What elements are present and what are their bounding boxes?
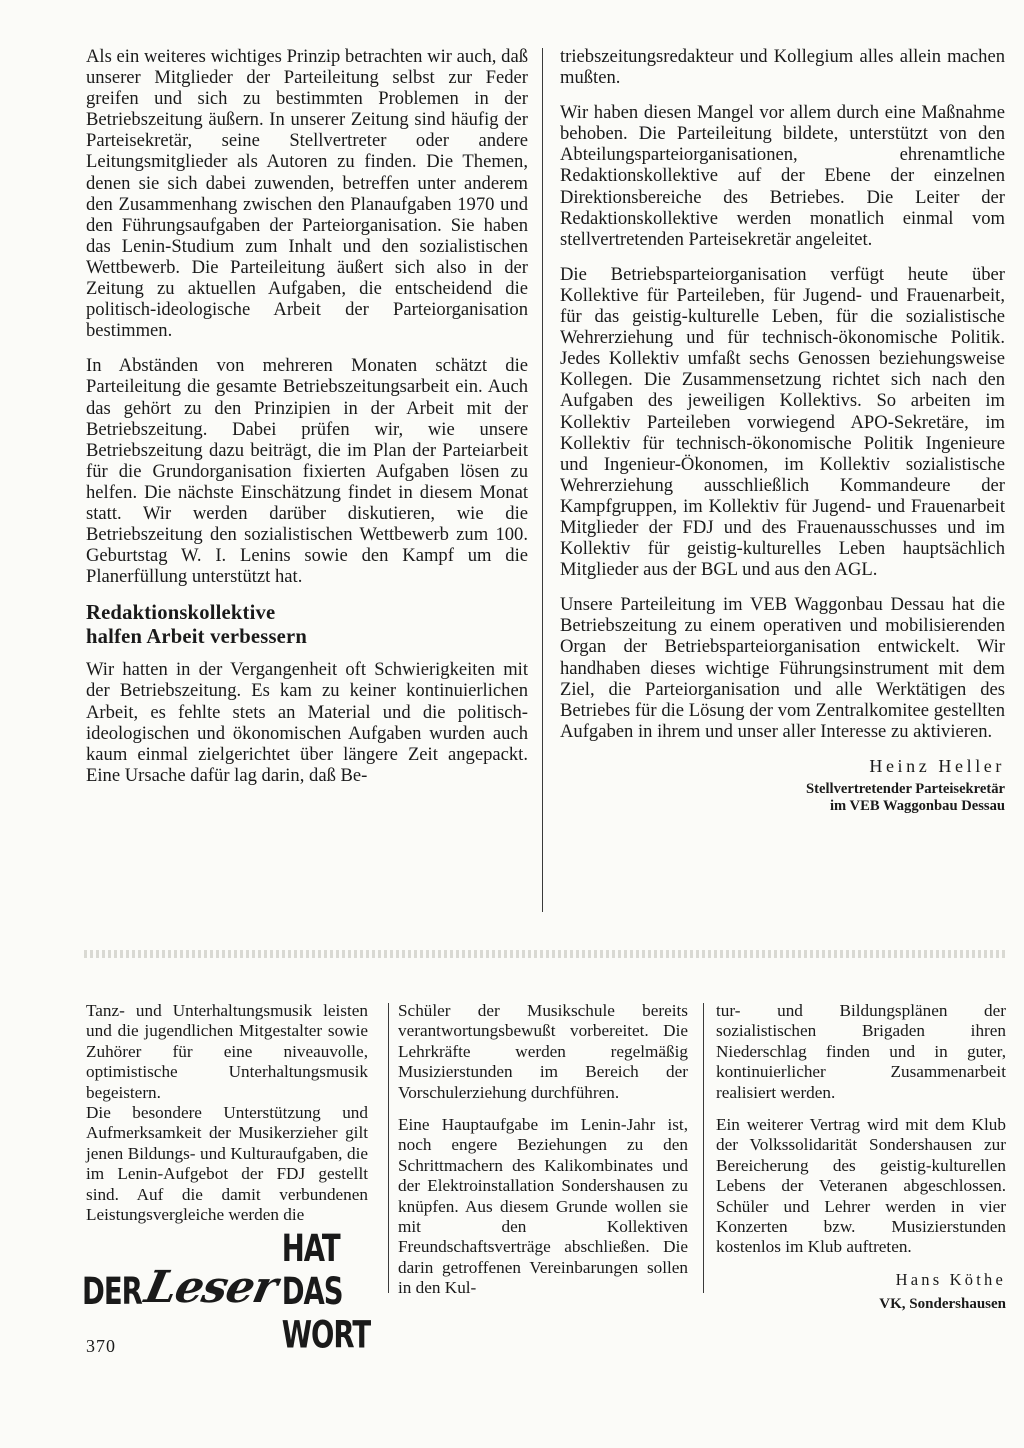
- column-divider: [388, 1003, 389, 1293]
- paragraph: Eine Hauptaufgabe im Lenin-Jahr ist, noch engere Beziehungen zu den Schrittmachern des Kalikombinates und der Elektroinstallation Sondershausen zu knüpfen. Aus diesem Grunde wollen sie mit den Kollektiven Freundschaftsverträge abschließen. Die darin getroffenen Vereinbarungen sollen in den Kul-: [398, 1115, 688, 1298]
- author-role-line: Stellvertretender Parteisekretär: [806, 780, 1005, 797]
- logo-text: DER: [82, 1270, 142, 1314]
- paragraph: Unsere Parteileitung im VEB Waggonbau Dessau hat die Betriebszeitung zu einem operativen und mobilisierenden Organ der Betriebsparteiorganisation entwickelt. Wir handhaben dieses wichtige Führungsinstrument mit dem Ziel, die Parteiorganisation und alle Werktätigen des Betriebes für die Lösung der vom Zentralkomitee gestellten Aufgaben in ihrem und unser aller Interesse zu aktivieren.: [560, 594, 1005, 742]
- paragraph: Wir hatten in der Vergangenheit oft Schwierigkeiten mit der Betriebszeitung. Es kam zu keiner kontinuierlichen Arbeit, es fehlte stets an Material und die politisch-ideologischen und ökonomischen Aufgaben wurden auch kaum einmal zielgerichtet über längere Zeit angepackt. Eine Ursache dafür lag darin, daß Be-: [86, 659, 528, 786]
- paragraph: Ein weiterer Vertrag wird mit dem Klub der Volkssolidarität Sondershausen zur Bereicherung des geistig-kulturellen Lebens der Veteranen abgeschlossen. Schüler und Lehrer werden in vier Konzerten bzw. Musizierstunden kostenlos im Klub auftreten.: [716, 1115, 1006, 1257]
- paragraph: Die besondere Unterstützung und Aufmerksamkeit der Musikerzieher gilt jenen Bildungs- und Kulturaufgaben, die im Lenin-Aufgebot der FDJ gestellt sind. Auf die damit verbundenen Leistungsvergleiche werden die: [86, 1103, 368, 1225]
- logo-text: HAT DAS WORT: [281, 1227, 371, 1357]
- paragraph: In Abständen von mehreren Monaten schätzt die Parteileitung die gesamte Betriebszeitungsarbeit ein. Auch das gehört zu den Prinzipien in der Arbeit mit der Betriebszeitung. Dabei prüfen wir, wie unsere Betriebszeitung dazu beiträgt, die im Plan der Parteiarbeit für die Grundorganisation fixierten Aufgaben lösen zu helfen. Die nächste Einschätzung findet in diesem Monat statt. Wir werden darüber diskutieren, wie die Betriebszeitung den sozialistischen Wettbewerb zum 100. Geburtstag W. I. Lenins sowie den Kampf um die Planerfüllung unterstützt hat.: [86, 355, 528, 588]
- column-divider: [542, 48, 543, 912]
- author-role-line: im VEB Waggonbau Dessau: [829, 797, 1005, 814]
- paragraph: triebszeitungsredakteur und Kollegium alles allein machen mußten.: [560, 46, 1005, 89]
- paragraph: Tanz- und Unterhaltungsmusik leisten und die jugendlichen Mitgestalter sowie Zuhörer für eine niveauvolle, optimistische Unterhaltungsmusik begeistern.: [86, 1001, 368, 1102]
- paragraph: Schüler der Musikschule bereits verantwortungsbewußt vorbereitet. Die Lehrkräfte werden regelmäßig Musizierstunden im Bereich der Vorschulerziehung durchführen.: [398, 1001, 688, 1102]
- page-number: 370: [86, 1336, 116, 1356]
- letter-column-1: [86, 1001, 368, 1237]
- letter-column-3: [716, 1001, 1006, 1313]
- author-name: Hans Köthe: [895, 1269, 1006, 1289]
- letter-column-2: [398, 1001, 688, 1311]
- heading-line: halfen Arbeit verbessern: [86, 626, 308, 649]
- article-column-right: [560, 46, 1005, 815]
- paragraph: tur- und Bildungsplänen der sozialistischen Brigaden ihren Niederschlag finden und in guter, kontinuierlicher Zusammenarbeit realisiert werden.: [716, 1001, 1006, 1102]
- paragraph: Wir haben diesen Mangel vor allem durch eine Maßnahme behoben. Die Parteileitung bildete, unterstützt von den Abteilungsparteiorganisationen, ehrenamtliche Redaktionskollektive auf der Ebene der einzelnen Direktionsbereiche des Betriebes. Die Leiter der Redaktionskollektive werden monatlich einmal vom stellvertretenden Parteisekretär angeleitet.: [560, 102, 1005, 250]
- heading-line: Redaktionskollektive: [86, 602, 276, 625]
- section-separator: [84, 950, 1006, 958]
- logo-script: Leser: [140, 1261, 282, 1313]
- section-heading: [86, 601, 528, 649]
- paragraph: Die Betriebsparteiorganisation verfügt heute über Kollektive für Parteileben, für Jugend- und Frauenarbeit, für das geistig-kulturelle Leben, für die sozialistische Wehrerziehung und für technisch-ökonomische Politik. Jedes Kollektiv umfaßt sechs Genossen beziehungsweise Kollegen. Die Zusammensetzung richtet sich nach den Aufgaben des jeweiligen Kollektivs. So arbeiten im Kollektiv Parteileben vorwiegend APO-Sekretäre, im Kollektiv für technisch-ökonomische Politik Ingenieure und Ingenieur-Ökonomen, im Kollektiv sozialistische Wehrerziehung ausschließlich Kommandeure der Kampfgruppen, im Kollektiv für Jugend- und Frauenarbeit Mitglieder der FDJ und des Frauenausschusses und im Kollektiv für geistig-kulturelles Leben hauptsächlich Mitglieder aus der BGL und aus den AGL.: [560, 263, 1005, 581]
- author-role: [560, 781, 1005, 815]
- column-divider: [703, 1003, 704, 1293]
- paragraph: Als ein weiteres wichtiges Prinzip betrachten wir auch, daß unserer Mitglieder der Parteileitung selbst zur Feder greifen und sich zu bestimmten Problemen in der Betriebszeitung äußern. In unserer Zeitung sind häufig der Parteisekretär, seine Stellvertreter oder andere Leitungsmitglieder als Autoren zu finden. Die Themen, denen sie sich dabei zuwenden, betreffen unter anderem den Zusammenhang zwischen den Planaufgaben 1970 und den Führungsaufgaben der Parteiorganisation. Sie haben das Lenin-Studium zum Inhalt und den sozialistischen Wettbewerb. Die Parteileitung äußert sich also in der Zeitung zu aktuellen Aufgaben, die entscheidend die politisch-ideologische Arbeit der Parteiorganisation bestimmen.: [86, 46, 528, 342]
- author-role: VK, Sondershausen: [879, 1295, 1006, 1312]
- author-name: Heinz Heller: [869, 755, 1005, 776]
- article-column-left: [86, 46, 528, 800]
- author-signature: [560, 756, 1005, 815]
